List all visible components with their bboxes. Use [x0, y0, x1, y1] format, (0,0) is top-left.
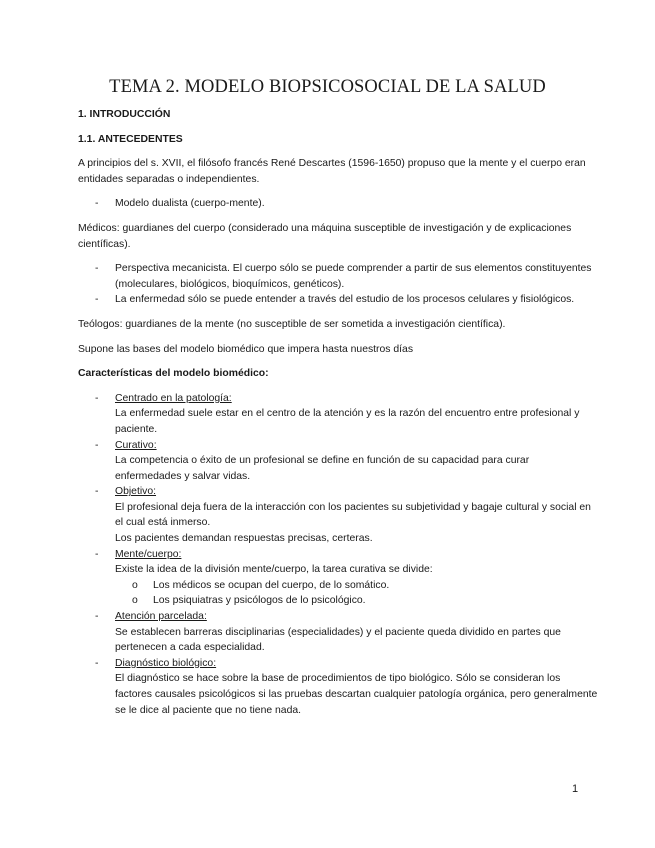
- list-item-text: Perspectiva mecanicista. El cuerpo sólo se puede comprender a partir de sus elementos constituyentes (moleculares, biológicos, bioquímicos, genéticos).: [115, 263, 592, 290]
- document-title: TEMA 2. MODELO BIOPSICOSOCIAL DE LA SALUD: [109, 77, 546, 97]
- circle-bullet: o: [132, 595, 138, 607]
- characteristic-heading: Objetivo:: [115, 486, 157, 498]
- list-item: [78, 261, 598, 292]
- characteristic-heading: Mente/cuerpo:: [115, 548, 182, 560]
- list-item-text: La enfermedad sólo se puede entender a través del estudio de los procesos celulares y fisiológicos.: [115, 294, 575, 306]
- dash-bullet: -: [95, 439, 99, 451]
- characteristic-text: Los pacientes demandan respuestas precisas, certeras.: [115, 533, 373, 545]
- characteristic-item: [78, 438, 598, 485]
- list-mecanicista: [78, 261, 598, 308]
- page-number: 1: [572, 783, 579, 795]
- list-item: [78, 196, 598, 212]
- characteristic-text: Existe la idea de la división mente/cuerpo, la tarea curativa se divide:: [115, 564, 433, 576]
- sublist-item: [115, 593, 598, 609]
- characteristic-text: Se establecen barreras disciplinarias (especialidades) y el paciente queda dividido en partes que pertenecen a cada especialidad.: [115, 626, 561, 654]
- list-item: [78, 292, 598, 308]
- characteristic-heading: Atención parcelada:: [115, 611, 207, 623]
- paragraph-supone: Supone las bases del modelo biomédico que impera hasta nuestros días: [78, 343, 414, 355]
- heading-caracteristicas: Características del modelo biomédico:: [78, 368, 269, 380]
- sublist-item: [115, 578, 598, 594]
- characteristic-text: La competencia o éxito de un profesional se define en función de su capacidad para curar enfermedades y salvar vidas.: [115, 455, 530, 482]
- dash-bullet: -: [95, 263, 99, 275]
- characteristic-item: [78, 391, 598, 438]
- characteristic-item: [78, 484, 598, 546]
- circle-bullet: o: [132, 579, 138, 591]
- list-dualista: [78, 196, 598, 212]
- characteristic-item: [78, 609, 598, 656]
- dash-bullet: -: [95, 611, 99, 623]
- document-body: [78, 107, 598, 727]
- dash-bullet: -: [95, 392, 99, 404]
- list-characteristics: [78, 391, 598, 718]
- characteristic-text: El profesional deja fuera de la interacción con los pacientes su subjetividad y bagaje cultural y social en el cual está inmerso.: [115, 501, 591, 529]
- section-heading-introduccion: 1. INTRODUCCIÓN: [78, 109, 171, 120]
- characteristic-heading: Diagnóstico biológico:: [115, 657, 217, 669]
- list-item-text: Modelo dualista (cuerpo-mente).: [115, 198, 265, 210]
- characteristic-text: La enfermedad suele estar en el centro de la atención y es la razón del encuentro entre profesional y paciente.: [115, 408, 580, 435]
- sublist-item-text: Los médicos se ocupan del cuerpo, de lo somático.: [153, 579, 390, 591]
- sublist-item-text: Los psiquiatras y psicólogos de lo psicológico.: [153, 595, 366, 607]
- dash-bullet: -: [95, 548, 99, 560]
- dash-bullet: -: [95, 657, 99, 669]
- characteristic-item: [78, 547, 598, 609]
- subsection-heading-antecedentes: 1.1. ANTECEDENTES: [78, 133, 183, 145]
- characteristic-heading: Curativo:: [115, 439, 157, 451]
- paragraph-medicos: Médicos: guardianes del cuerpo (considerado una máquina susceptible de investigación y de explicaciones científicas).: [78, 222, 572, 250]
- paragraph-descartes: A principios del s. XVII, el filósofo francés René Descartes (1596-1650) propuso que la mente y el cuerpo eran entidades separadas o independientes.: [78, 158, 586, 185]
- dash-bullet: -: [95, 294, 99, 306]
- sublist-mente-cuerpo: [115, 578, 598, 609]
- paragraph-teologos: Teólogos: guardianes de la mente (no susceptible de ser sometida a investigación científica).: [78, 318, 506, 330]
- dash-bullet: -: [95, 486, 99, 498]
- characteristic-text: El diagnóstico se hace sobre la base de procedimientos de tipo biológico. Sólo se consideran los factores causales psicológicos si las pruebas descartan cualquier patología orgánica, pero generalmente se le dice al paciente que no tiene nada.: [115, 673, 598, 716]
- characteristic-heading: Centrado en la patología:: [115, 392, 232, 404]
- characteristic-item: [78, 656, 598, 718]
- dash-bullet: -: [95, 198, 99, 210]
